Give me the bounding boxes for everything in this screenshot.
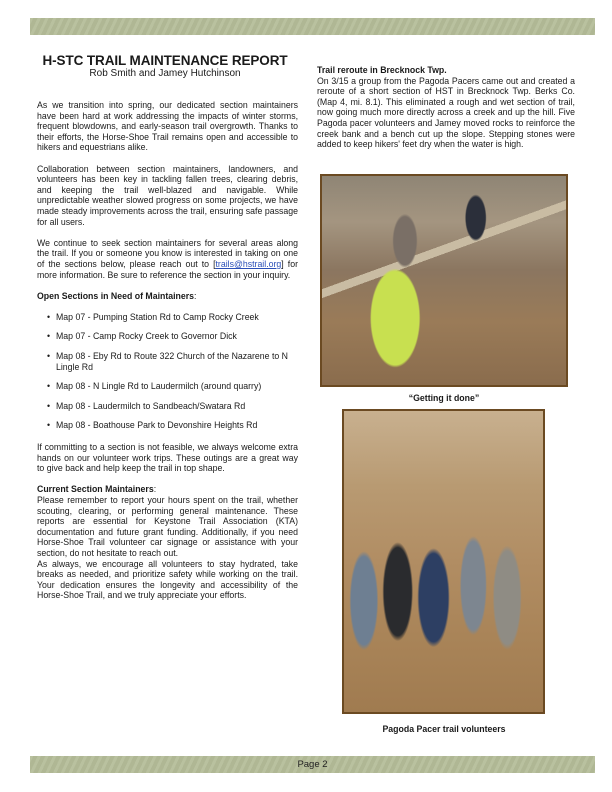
- page-title: H-STC TRAIL MAINTENANCE REPORT: [42, 53, 288, 68]
- open-sections-heading: Open Sections in Need of Maintainers:: [37, 290, 197, 301]
- intro-paragraph: As we transition into spring, our dedicated section maintainers have been hard at work addressing the impacts of winter storms, frequent blowdowns, and early-season trail overgrowth. Thanks to their efforts, the Horse-Shoe Trail remains open and accessible to hikers and equestrians alike.: [37, 100, 298, 153]
- safety-paragraph: As always, we encourage all volunteers to stay hydrated, take breaks as needed, and prioritize safety while working on the trail. Your dedication ensures the longevity and accessibility of the Horse-Shoe Trail, and we truly appreciate your efforts.: [37, 558, 298, 601]
- right-column: [317, 65, 575, 150]
- page-number: Page 2: [297, 759, 328, 770]
- open-sections-list: [37, 312, 298, 431]
- authors: Rob Smith and Jamey Hutchinson: [89, 68, 241, 79]
- report-hours-paragraph: Please remember to report your hours spent on the trail, whether scouting, clearing, or performing general maintenance. These reports are essential for Keystone Trail Association (KTA) documentation and future grant funding. Additionally, if you need Horse-Shoe Trail volunteer car signage or assistance with your section, do not hesitate to reach out.: [37, 495, 298, 558]
- volunteer-trips-paragraph: If committing to a section is not feasible, we always welcome extra hands on our volunteer work trips. These outings are a great way to give back and help keep the trail in top shape.: [37, 442, 298, 474]
- collaboration-paragraph: Collaboration between section maintainers, landowners, and volunteers has been key in tackling fallen trees, clearing debris, and keeping the trail well-blazed and navigable. While unpredictable weather slowed progress on some projects, we have made steady improvements across the trail, ensuring safe passage for all users.: [37, 163, 298, 227]
- photo1-caption: “Getting it done”: [408, 393, 480, 403]
- reroute-body: On 3/15 a group from the Pagoda Pacers came out and created a reroute of a short section of HST in Brecknock Twp. Berks Co. (Map 4, mi. 8.1). This eliminated a rough and wet section of trail, now going much more directly across a creek and up the hill. Five Pagoda pacer volunteers and Jamey moved rocks to reinforce the creek bank and a bench cut up the slope. Stepping stones were added to keep hikers' feet dry when the water is high.: [317, 75, 575, 150]
- left-column: [37, 100, 298, 601]
- photo2-caption: Pagoda Pacer trail volunteers: [382, 724, 506, 734]
- list-item: • Map 08 - Laudermilch to Sandbeach/Swatara Rd: [47, 401, 298, 412]
- footer-band: [30, 756, 595, 773]
- list-item: • Map 07 - Pumping Station Rd to Camp Rocky Creek: [47, 312, 298, 323]
- list-item: • Map 08 - Eby Rd to Route 322 Church of the Nazarene to N Lingle Rd: [47, 351, 298, 372]
- list-item: • Map 08 - Boathouse Park to Devonshire Heights Rd: [47, 420, 298, 431]
- header-band: [30, 18, 595, 35]
- seek-maintainers-paragraph: We continue to seek section maintainers for several areas along the trail. If you or someone you know is interested in taking on one of the sections below, please reach out to [trails@hstrail.org] for more information. Be sure to reference the section in your inquiry.: [37, 237, 298, 280]
- list-item: • Map 07 - Camp Rocky Creek to Governor Dick: [47, 331, 298, 342]
- volunteers-group-photo: [342, 409, 545, 714]
- reroute-heading: Trail reroute in Brecknock Twp.: [317, 65, 447, 75]
- email-link[interactable]: trails@hstrail.org: [215, 258, 282, 269]
- current-maintainers-heading: Current Section Maintainers:: [37, 484, 157, 495]
- trail-work-photo: [320, 174, 568, 387]
- list-item: • Map 08 - N Lingle Rd to Laudermilch (around quarry): [47, 381, 298, 392]
